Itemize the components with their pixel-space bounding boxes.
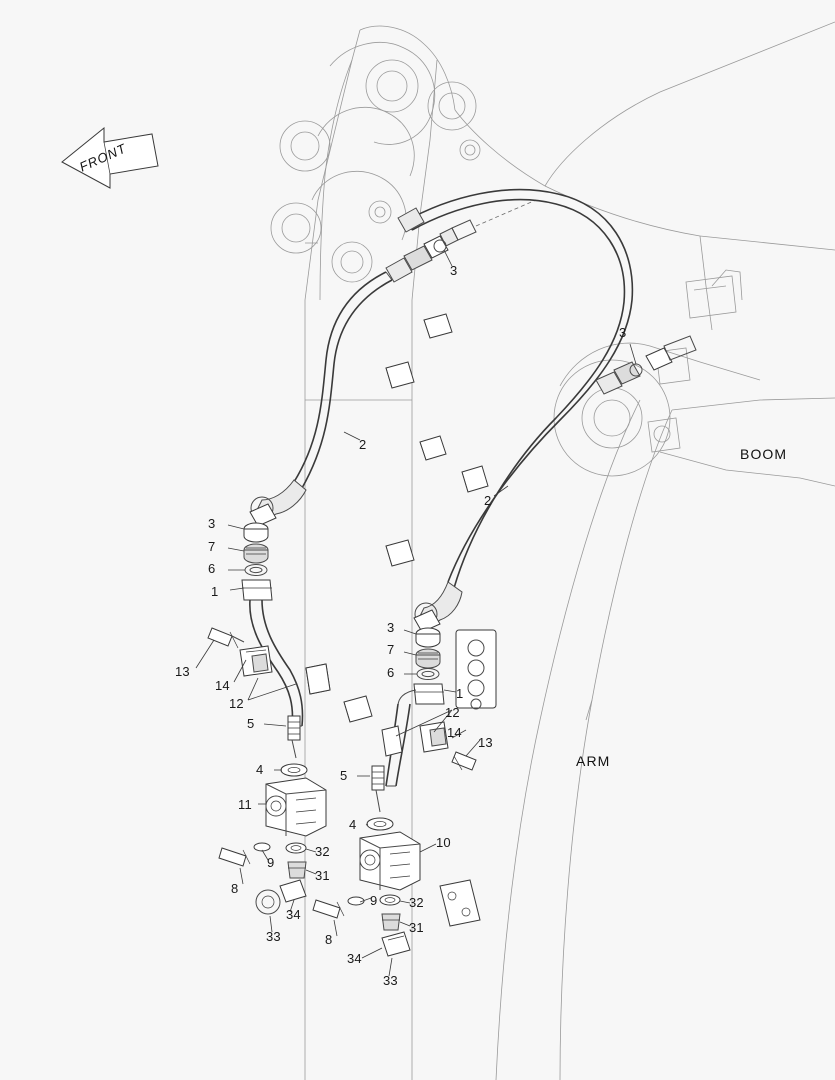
callout-number: 11 (238, 797, 252, 812)
callout-number: 32 (315, 844, 330, 859)
section-label-arm: ARM (576, 753, 611, 769)
callout-number: 9 (370, 893, 378, 908)
callout-number: 14 (447, 725, 462, 740)
callout-number: 3 (619, 325, 627, 340)
left-fitting-stack (208, 523, 330, 726)
callout-number: 6 (208, 561, 216, 576)
callout-number: 13 (478, 735, 493, 750)
callout-number: 31 (315, 868, 330, 883)
right-hose-line (398, 190, 696, 632)
callout-number: 12 (445, 705, 460, 720)
callout-number: 7 (387, 642, 395, 657)
callout-number: 34 (347, 951, 362, 966)
callout-number: 8 (325, 932, 333, 947)
left-hose-line (250, 200, 536, 526)
callout-number: 2 (359, 437, 367, 452)
callout-number: 33 (383, 973, 398, 988)
callout-number: 10 (436, 835, 451, 850)
callout-number: 3 (208, 516, 216, 531)
callout-number: 1 (211, 584, 219, 599)
callout-number: 5 (247, 716, 255, 731)
callout-number: 1 (456, 686, 464, 701)
callout-number: 6 (387, 665, 395, 680)
callout-number: 12 (229, 696, 244, 711)
right-valve-block-group (313, 766, 420, 956)
front-arrow-label: FRONT (77, 140, 129, 175)
callout-number: 8 (231, 881, 239, 896)
callout-number: 4 (256, 762, 264, 777)
callout-number: 31 (409, 920, 424, 935)
machine-structure (271, 22, 835, 1080)
callout-number: 32 (409, 895, 424, 910)
callout-number: 34 (286, 907, 301, 922)
mount-plate (440, 880, 480, 926)
callout-number: 3 (450, 263, 458, 278)
callout-number: 13 (175, 664, 190, 679)
callout-number: 7 (208, 539, 216, 554)
section-label-boom: BOOM (740, 446, 788, 462)
callout-number: 2 (484, 493, 492, 508)
callout-number: 9 (267, 855, 275, 870)
callout-number: 33 (266, 929, 281, 944)
callout-number: 4 (349, 817, 357, 832)
callout-number: 14 (215, 678, 230, 693)
callout-number: 5 (340, 768, 348, 783)
callout-number: 3 (387, 620, 395, 635)
